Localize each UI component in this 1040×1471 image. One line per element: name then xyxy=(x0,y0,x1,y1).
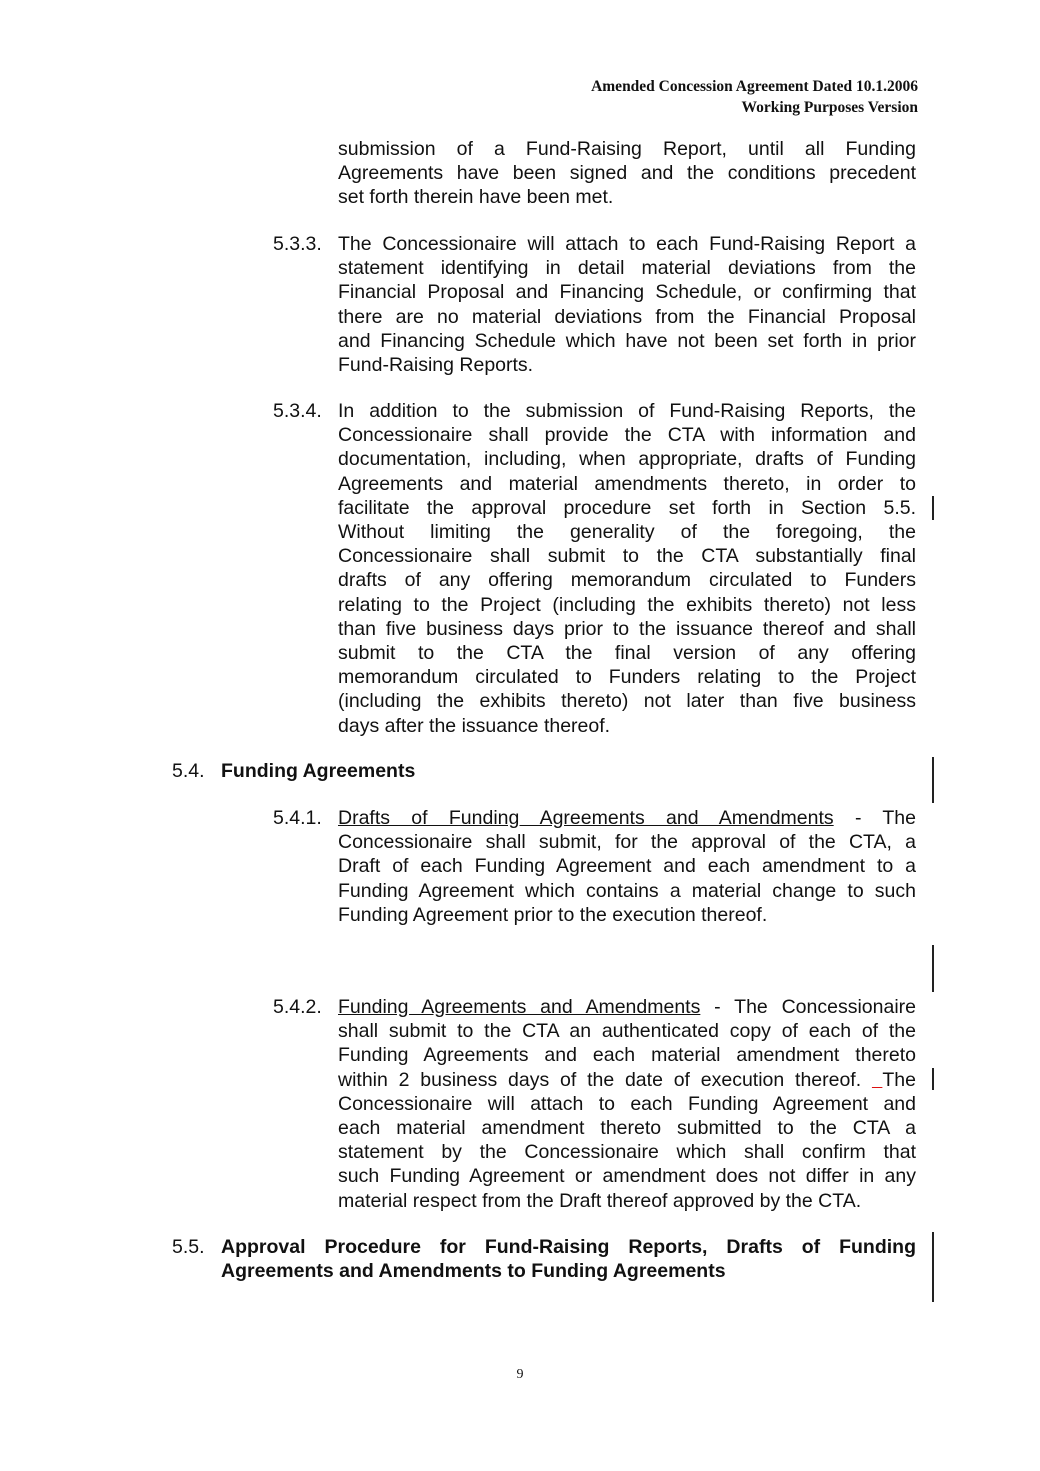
text-line: Without limiting the generality of the foregoing, the xyxy=(338,521,916,544)
text-fragment: - The xyxy=(833,807,917,829)
clause-5-4-1 xyxy=(338,806,916,927)
clause-title-5-4-2: Funding Agreements and Amendments xyxy=(338,996,701,1018)
text-line: and Financing Schedule which have not been set forth in prior xyxy=(338,329,916,352)
text-line: Concessionaire shall provide the CTA with information and xyxy=(338,424,916,447)
heading-line: Approval Procedure for Fund-Raising Reports, Drafts of Funding xyxy=(221,1236,916,1258)
clause-number-5-3-4: 5.3.4. xyxy=(273,400,322,422)
change-bar xyxy=(932,1068,934,1090)
text-line: documentation, including, when appropriate, drafts of Funding xyxy=(338,448,916,471)
section-heading-5-4: Funding Agreements xyxy=(221,760,416,782)
section-number-5-5: 5.5. xyxy=(172,1236,205,1258)
clause-5-3-2-continuation xyxy=(338,137,916,210)
text-line: drafts of any offering memorandum circulated to Funders xyxy=(338,569,916,592)
text-line: each material amendment thereto submitted to the CTA a xyxy=(338,1117,916,1140)
text-line: Concessionaire shall submit, for the approval of the CTA, a xyxy=(338,831,916,854)
header-title: Amended Concession Agreement Dated 10.1.2006 xyxy=(591,78,918,95)
text-line: Draft of each Funding Agreement and each amendment to a xyxy=(338,855,916,878)
text-line: statement identifying in detail material deviations from the xyxy=(338,257,916,280)
text-line: statement by the Concessionaire which shall confirm that xyxy=(338,1141,916,1164)
revision-mark xyxy=(872,1069,882,1091)
text-line: In addition to the submission of Fund-Raising Reports, the xyxy=(338,400,916,422)
text-fragment: - The Concessionaire xyxy=(700,996,916,1018)
text-line: memorandum circulated to Funders relating to the Project xyxy=(338,666,916,689)
text-line: there are no material deviations from the Financial Proposal xyxy=(338,305,916,328)
page-number: 9 xyxy=(516,1367,524,1382)
text-line: relating to the Project (including the exhibits thereto) not less xyxy=(338,593,916,616)
text-line xyxy=(338,806,916,830)
document-header xyxy=(591,76,918,118)
change-bar xyxy=(932,757,934,803)
text-line: Funding Agreements and each material amendment thereto xyxy=(338,1044,916,1067)
text-line: Agreements and material amendments thereto, in order to xyxy=(338,472,916,495)
text-line: days after the issuance thereof. xyxy=(338,714,611,737)
clause-number-5-4-1: 5.4.1. xyxy=(273,807,322,829)
text-line: shall submit to the CTA an authenticated copy of each of the xyxy=(338,1020,916,1043)
text-line: Concessionaire will attach to each Funding Agreement and xyxy=(338,1092,916,1115)
text-fragment: within 2 business days of the date of execution thereof. xyxy=(338,1068,872,1091)
clause-number-5-3-3: 5.3.3. xyxy=(273,233,322,255)
text-line: Concessionaire shall submit to the CTA substantially final xyxy=(338,545,916,568)
clause-number-5-4-2: 5.4.2. xyxy=(273,996,322,1018)
clause-5-3-4 xyxy=(338,399,916,738)
heading-line: Agreements and Amendments to Funding Agreements xyxy=(221,1260,726,1283)
text-fragment: The xyxy=(882,1068,916,1091)
text-line xyxy=(338,995,916,1019)
clause-5-3-3 xyxy=(338,232,916,377)
change-bar xyxy=(932,496,934,520)
text-line: such Funding Agreement or amendment does not differ in any xyxy=(338,1165,916,1188)
change-bar xyxy=(932,1232,934,1302)
header-version: Working Purposes Version xyxy=(741,99,918,116)
text-line: Funding Agreement which contains a material change to such xyxy=(338,879,916,902)
text-line: Agreements have been signed and the conditions precedent xyxy=(338,162,916,185)
text-line: set forth therein have been met. xyxy=(338,186,614,209)
section-number-5-4: 5.4. xyxy=(172,760,205,782)
text-line: Financial Proposal and Financing Schedule, or confirming that xyxy=(338,281,916,304)
text-line: (including the exhibits thereto) not later than five business xyxy=(338,690,916,713)
text-line: The Concessionaire will attach to each Fund-Raising Report a xyxy=(338,233,916,255)
text-line: Fund-Raising Reports. xyxy=(338,354,534,377)
clause-title-5-4-1: Drafts of Funding Agreements and Amendments xyxy=(338,807,834,829)
text-line: facilitate the approval procedure set forth in Section 5.5. xyxy=(338,496,916,519)
text-line: submission of a Fund-Raising Report, until all Funding xyxy=(338,138,916,160)
text-line: material respect from the Draft thereof approved by the CTA. xyxy=(338,1189,862,1212)
section-heading-5-5 xyxy=(221,1235,916,1283)
text-line: Funding Agreement prior to the execution thereof. xyxy=(338,903,768,926)
change-bar xyxy=(932,945,934,992)
text-line: than five business days prior to the issuance thereof and shall xyxy=(338,617,916,640)
clause-5-4-2 xyxy=(338,995,916,1213)
text-line: submit to the CTA the final version of any offering xyxy=(338,642,916,665)
text-line xyxy=(338,1068,916,1092)
